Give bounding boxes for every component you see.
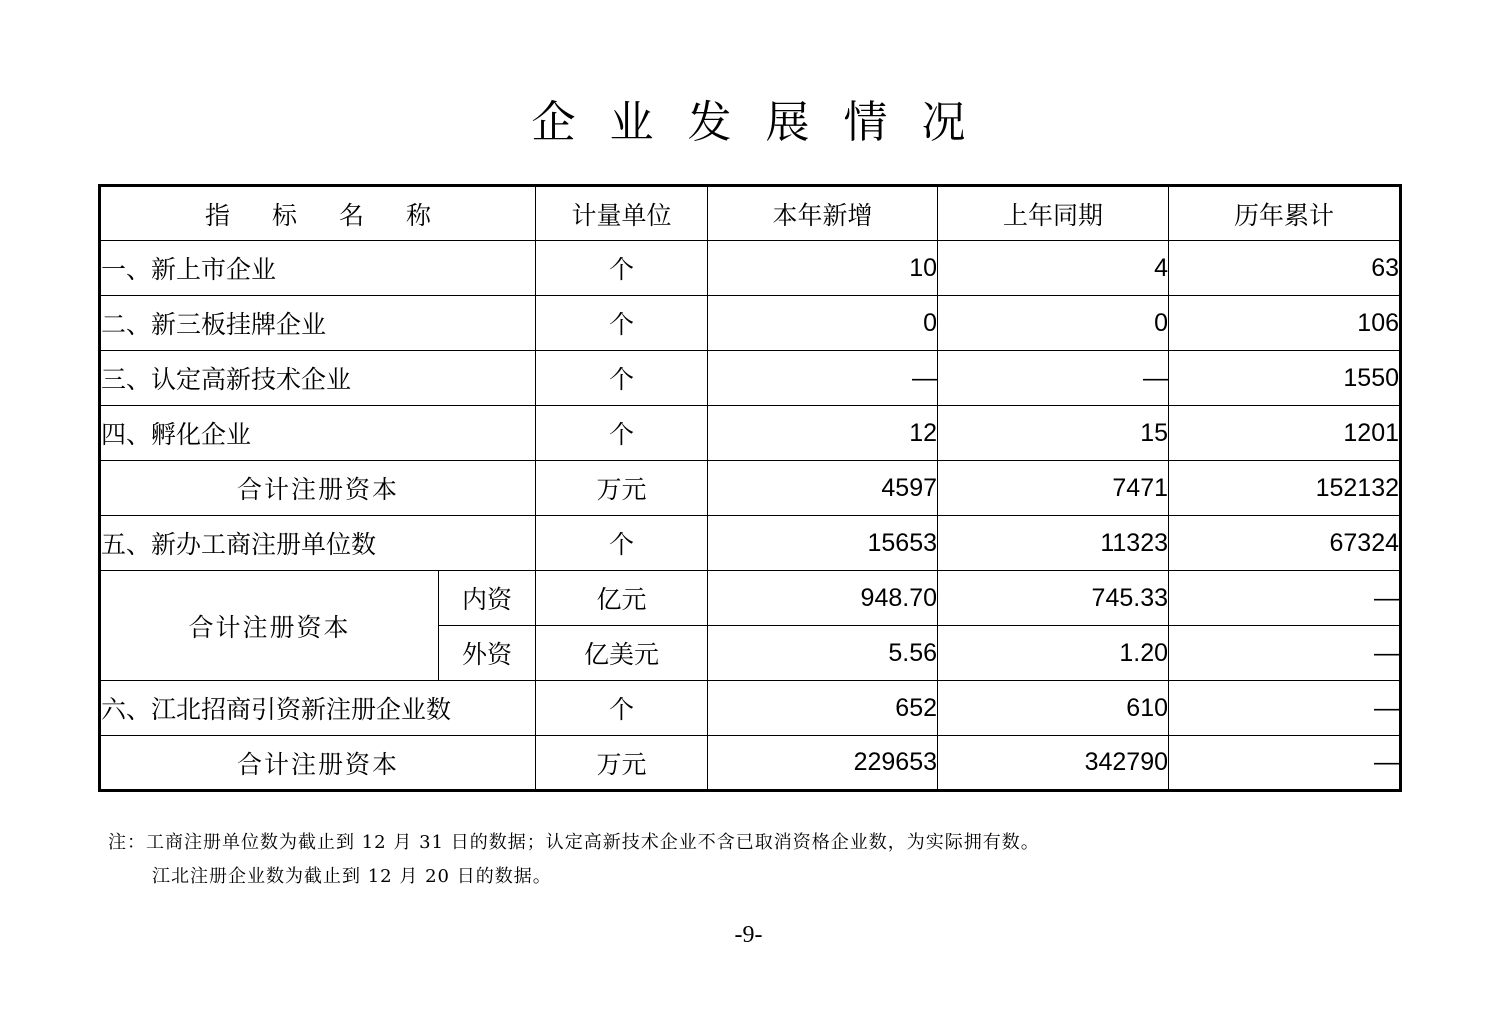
table-row (100, 296, 1401, 351)
enterprise-development-table (98, 184, 1402, 792)
row-name: 合计注册资本 (100, 571, 439, 681)
row-cumulative: — (1169, 736, 1401, 791)
row-this-year: 0 (708, 296, 938, 351)
row-cumulative: 63 (1169, 241, 1401, 296)
table-row (100, 736, 1401, 791)
header-this-year: 本年新增 (708, 186, 938, 241)
row-this-year: 12 (708, 406, 938, 461)
row-name: 四、孵化企业 (100, 406, 536, 461)
row-unit: 个 (536, 681, 708, 736)
table-row (100, 406, 1401, 461)
row-this-year: 948.70 (708, 571, 938, 626)
row-last-year: 610 (938, 681, 1169, 736)
row-name: 五、新办工商注册单位数 (100, 516, 536, 571)
row-last-year: 7471 (938, 461, 1169, 516)
table-row (100, 681, 1401, 736)
row-this-year: 4597 (708, 461, 938, 516)
row-cumulative: — (1169, 571, 1401, 626)
table-header-row (100, 186, 1401, 241)
row-last-year: 342790 (938, 736, 1169, 791)
page-title: 企业发展情况 (531, 97, 1000, 148)
row-unit: 万元 (536, 736, 708, 791)
table-row (100, 516, 1401, 571)
row-name: 合计注册资本 (100, 736, 536, 791)
page-number: -9- (734, 922, 763, 948)
row-name: 一、新上市企业 (100, 241, 536, 296)
row-last-year: 15 (938, 406, 1169, 461)
row-name: 二、新三板挂牌企业 (100, 296, 536, 351)
row-this-year: 652 (708, 681, 938, 736)
table-row (100, 241, 1401, 296)
row-unit: 亿美元 (536, 626, 708, 681)
row-name: 三、认定高新技术企业 (100, 351, 536, 406)
row-last-year: — (938, 351, 1169, 406)
row-last-year: 11323 (938, 516, 1169, 571)
row-cumulative: 1550 (1169, 351, 1401, 406)
row-unit: 亿元 (536, 571, 708, 626)
header-cumulative: 历年累计 (1169, 186, 1401, 241)
row-this-year: 5.56 (708, 626, 938, 681)
header-unit: 计量单位 (536, 186, 708, 241)
row-last-year: 1.20 (938, 626, 1169, 681)
header-indicator-name: 指标名称 (100, 186, 536, 241)
row-this-year: 229653 (708, 736, 938, 791)
table-row (100, 351, 1401, 406)
table-row (100, 461, 1401, 516)
row-cumulative: 152132 (1169, 461, 1401, 516)
row-last-year: 0 (938, 296, 1169, 351)
header-last-year: 上年同期 (938, 186, 1169, 241)
row-name: 六、江北招商引资新注册企业数 (100, 681, 536, 736)
row-unit: 个 (536, 516, 708, 571)
row-cumulative: 106 (1169, 296, 1401, 351)
row-capital-kind: 外资 (439, 626, 536, 681)
row-this-year: 15653 (708, 516, 938, 571)
row-unit: 个 (536, 296, 708, 351)
footnotes (108, 826, 1040, 894)
row-capital-kind: 内资 (439, 571, 536, 626)
row-cumulative: 1201 (1169, 406, 1401, 461)
row-unit: 万元 (536, 461, 708, 516)
row-unit: 个 (536, 351, 708, 406)
row-cumulative: — (1169, 681, 1401, 736)
row-unit: 个 (536, 406, 708, 461)
footnote-line: 江北注册企业数为截止到 12 月 20 日的数据。 (152, 866, 552, 887)
table-row (100, 571, 1401, 626)
row-unit: 个 (536, 241, 708, 296)
footnote-line: 注：工商注册单位数为截止到 12 月 31 日的数据；认定高新技术企业不含已取消资格企业数，为实际拥有数。 (108, 832, 1040, 853)
row-last-year: 745.33 (938, 571, 1169, 626)
row-this-year: — (708, 351, 938, 406)
row-this-year: 10 (708, 241, 938, 296)
row-last-year: 4 (938, 241, 1169, 296)
row-cumulative: — (1169, 626, 1401, 681)
row-cumulative: 67324 (1169, 516, 1401, 571)
row-name: 合计注册资本 (100, 461, 536, 516)
